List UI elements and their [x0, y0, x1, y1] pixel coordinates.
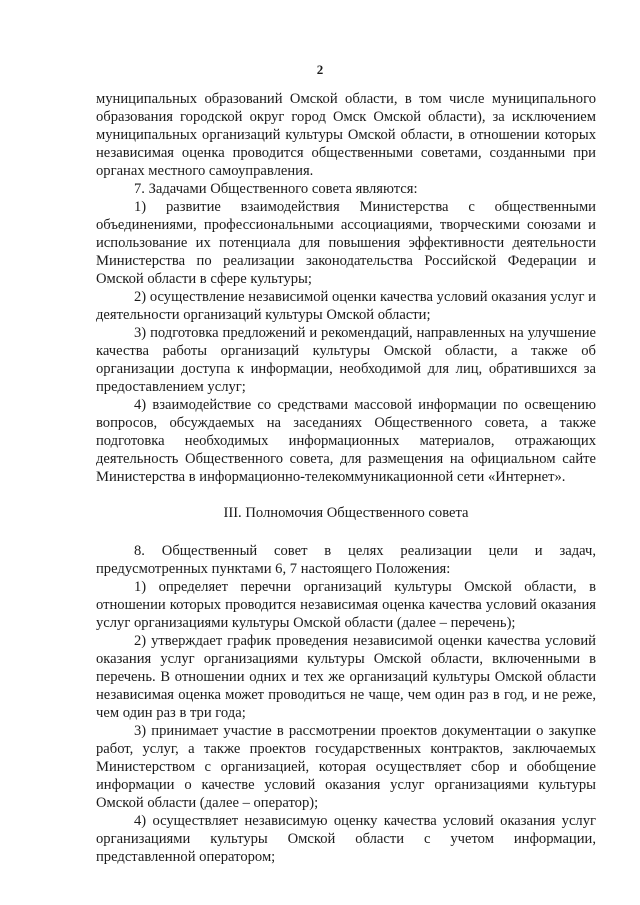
paragraph-7-4: 4) взаимодействие со средствами массовой информации по освещению вопросов, обсуждаемых на заседаниях Общественного совета, а также подготовка необходимых информационных материалов, отражающих деятельность Общественного совета, для размещения на официальном сайте Министерства в информационно-телекоммуникационной сети «Интернет». [96, 397, 596, 485]
paragraph-7: 7. Задачами Общественного совета являются: [134, 181, 418, 197]
document-body [96, 90, 596, 866]
section-heading: III. Полномочия Общественного совета [223, 505, 469, 521]
paragraph-7-3: 3) подготовка предложений и рекомендаций, направленных на улучшение качества работы организаций культуры Омской области, а также об организации доступа к информации, необходимой для лиц, обратившихся за предоставлением услуг; [96, 325, 596, 395]
paragraph-8-2: 2) утверждает график проведения независимой оценки качества условий оказания услуг организациями культуры Омской области, включенными в перечень. В отношении одних и тех же организаций культуры Омской области независимая оценка может проводиться не чаще, чем один раз в год, и не реже, чем один раз в три года; [96, 633, 596, 721]
paragraphs-bottom [96, 542, 596, 866]
paragraph-continuation: муниципальных образований Омской области, в том числе муниципального образования городской округ город Омск Омской области), за исключением муниципальных организаций культуры Омской области, в отношении которых независимая оценка проводится общественными советами, созданными при органах местного самоуправления. [96, 91, 596, 179]
paragraph-7-2: 2) осуществление независимой оценки качества условий оказания услуг и деятельности организаций культуры Омской области; [96, 289, 596, 323]
page-number: 2 [316, 62, 324, 77]
paragraph-8-3: 3) принимает участие в рассмотрении проектов документации о закупке работ, услуг, а также проектов государственных контрактов, заключаемых Министерством с организацией, которая осуществляет сбор и обобщение информации о качестве условий оказания услуг организациями культуры Омской области (далее – оператор); [96, 723, 596, 811]
paragraph-8-1: 1) определяет перечни организаций культуры Омской области, в отношении которых проводится независимая оценка качества условий оказания услуг организациями культуры Омской области (далее – перечень); [96, 579, 596, 631]
paragraph-7-1: 1) развитие взаимодействия Министерства с общественными объединениями, профессиональными ассоциациями, творческими союзами и использование их потенциала для повышения эффективности деятельности Министерства по реализации законодательства Российской Федерации и Омской области в сфере культуры; [96, 199, 596, 287]
paragraphs-top [96, 90, 596, 486]
paragraph-8: 8. Общественный совет в целях реализации цели и задач, предусмотренных пунктами 6, 7 настоящего Положения: [96, 543, 596, 577]
paragraph-8-4: 4) осуществляет независимую оценку качества условий оказания услуг организациями культуры Омской области с учетом информации, представленной оператором; [96, 813, 596, 865]
